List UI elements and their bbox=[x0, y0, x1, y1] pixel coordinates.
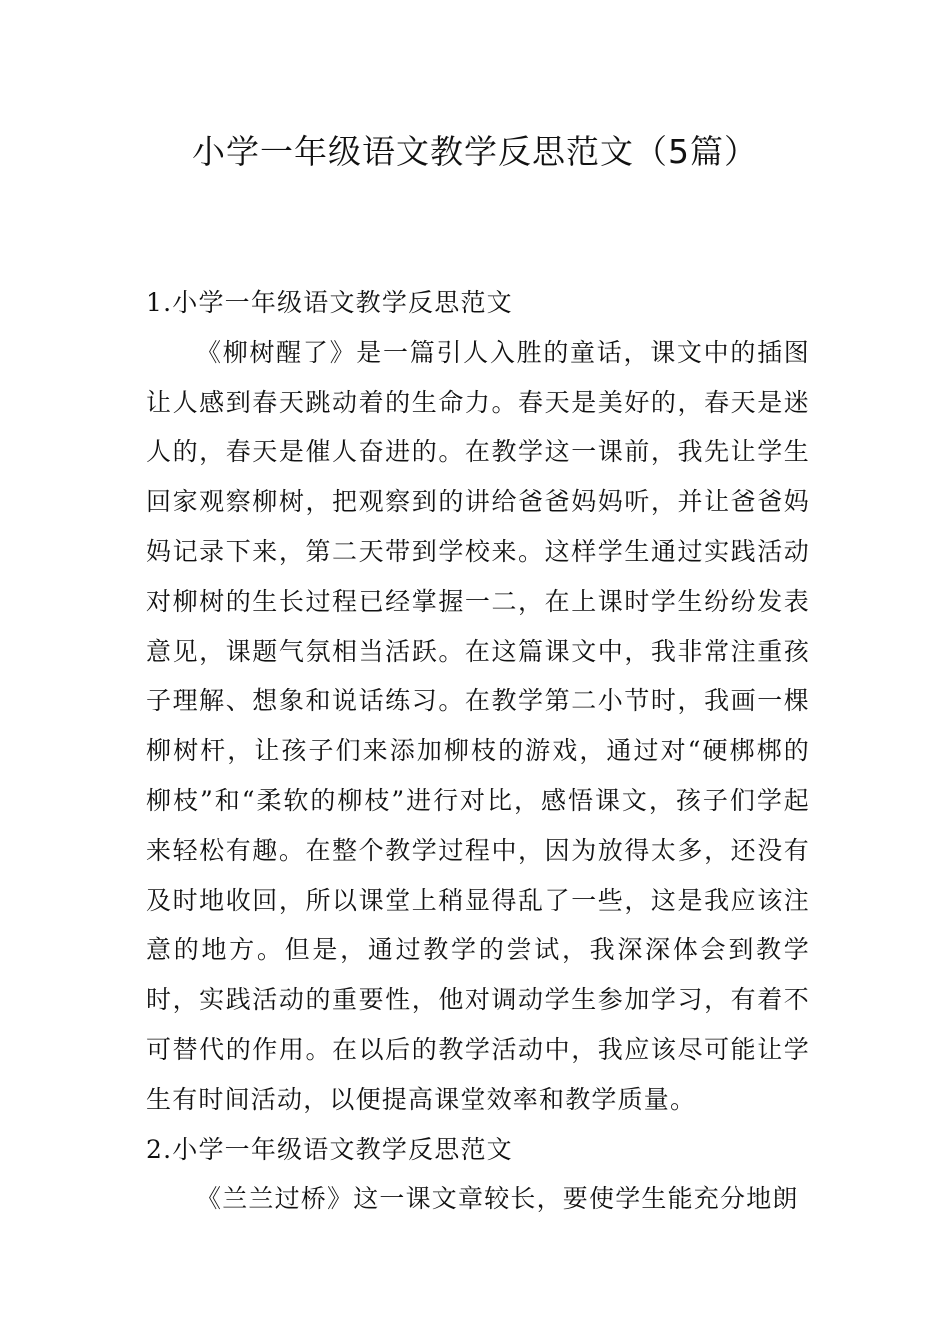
document-title: 小学一年级语文教学反思范文（5篇） bbox=[192, 132, 758, 171]
document-body bbox=[146, 278, 810, 1224]
section-paragraph-2: 《兰兰过桥》这一课文章较长，要使学生能充分地朗 bbox=[196, 1184, 799, 1214]
section-paragraph-1: 《柳树醒了》是一篇引人入胜的童话，课文中的插图让人感到春天跳动着的生命力。春天是美好的，春天是迷人的，春天是催人奋进的。在教学这一课前，我先让学生回家观察柳树，把观察到的讲给爸爸妈妈听，并让爸爸妈妈记录下来，第二天带到学校来。这样学生通过实践活动对柳树的生长过程已经掌握一二，在上课时学生纷纷发表意见，课题气氛相当活跃。在这篇课文中，我非常注重孩子理解、想象和说话练习。在教学第二小节时，我画一棵柳树杆，让孩子们来添加柳枝的游戏，通过对“硬梆梆的柳枝”和“柔软的柳枝”进行对比，感悟课文，孩子们学起来轻松有趣。在整个教学过程中，因为放得太多，还没有及时地收回，所以课堂上稍显得乱了一些，这是我应该注意的地方。但是，通过教学的尝试，我深深体会到教学时，实践活动的重要性，他对调动学生参加学习，有着不可替代的作用。在以后的教学活动中，我应该尽可能让学生有时间活动，以便提高课堂效率和教学质量。 bbox=[146, 337, 810, 1114]
section-heading-2: 2.小学一年级语文教学反思范文 bbox=[146, 1134, 513, 1164]
section-heading-1: 1.小学一年级语文教学反思范文 bbox=[146, 288, 513, 317]
